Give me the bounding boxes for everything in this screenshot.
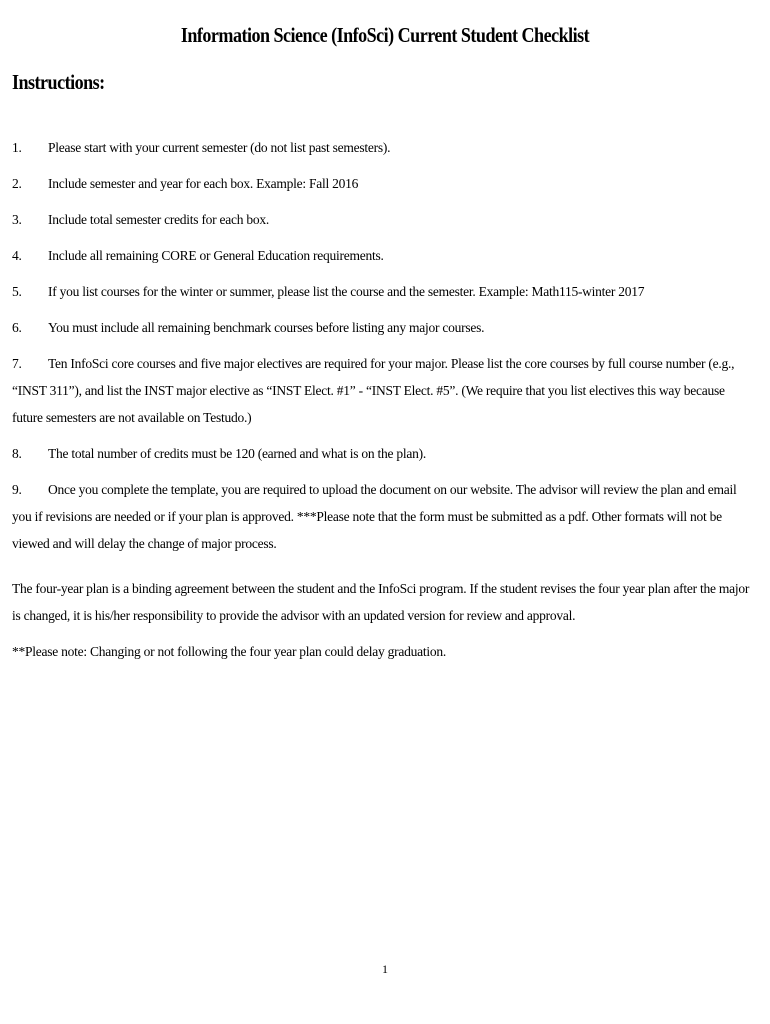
binding-agreement-paragraph: The four-year plan is a binding agreement between the student and the InfoSci program. If the student revises the four year plan after the major is changed, it is his/her responsibility to provide the advisor with an updated version for review and approval. [12, 581, 750, 623]
instruction-item [12, 170, 758, 197]
instruction-number: 5. [12, 284, 22, 299]
instruction-text: Please start with your current semester (do not list past semesters). [48, 140, 391, 155]
instruction-number: 1. [12, 140, 22, 155]
instructions-heading: Instructions: [12, 70, 105, 94]
instruction-number: 2. [12, 176, 22, 191]
graduation-note: **Please note: Changing or not following the four year plan could delay graduation. [12, 644, 447, 659]
instruction-number: 6. [12, 320, 22, 335]
instruction-number: 8. [12, 446, 22, 461]
closing-section [12, 575, 758, 674]
instruction-text: Once you complete the template, you are required to upload the document on our website. The advisor will review the plan and email you if revisions are needed or if your plan is approved. ***Please note that the form must be submitted as a pdf. Other formats will not be viewed and will delay the change of major process. [12, 482, 737, 551]
instruction-text: You must include all remaining benchmark courses before listing any major courses. [48, 320, 485, 335]
instruction-text: Ten InfoSci core courses and five major electives are required for your major. Please list the core courses by full course number (e.g., “INST 311”), and list the INST major elective as “INST Elect. #1” - “INST Elect. #5”. (We require that you list electives this way because future semesters are not available on Testudo.) [12, 356, 735, 425]
instruction-item [12, 476, 758, 557]
instruction-item [12, 242, 758, 269]
instructions-list [12, 134, 758, 566]
instruction-number: 7. [12, 356, 22, 371]
instruction-item [12, 134, 758, 161]
instruction-text: Include total semester credits for each box. [48, 212, 270, 227]
instruction-item [12, 206, 758, 233]
instruction-text: Include all remaining CORE or General Education requirements. [48, 248, 384, 263]
instruction-item [12, 278, 758, 305]
instruction-text: The total number of credits must be 120 (earned and what is on the plan). [48, 446, 427, 461]
instruction-number: 3. [12, 212, 22, 227]
page-number: 1 [382, 962, 388, 976]
instruction-item [12, 350, 758, 431]
document-title: Information Science (InfoSci) Current Student Checklist [180, 23, 590, 47]
instruction-text: Include semester and year for each box. Example: Fall 2016 [48, 176, 359, 191]
instruction-item [12, 314, 758, 341]
instruction-number: 4. [12, 248, 22, 263]
instruction-number: 9. [12, 482, 22, 497]
instruction-item [12, 440, 758, 467]
instruction-text: If you list courses for the winter or summer, please list the course and the semester. Example: Math115-winter 2017 [48, 284, 645, 299]
